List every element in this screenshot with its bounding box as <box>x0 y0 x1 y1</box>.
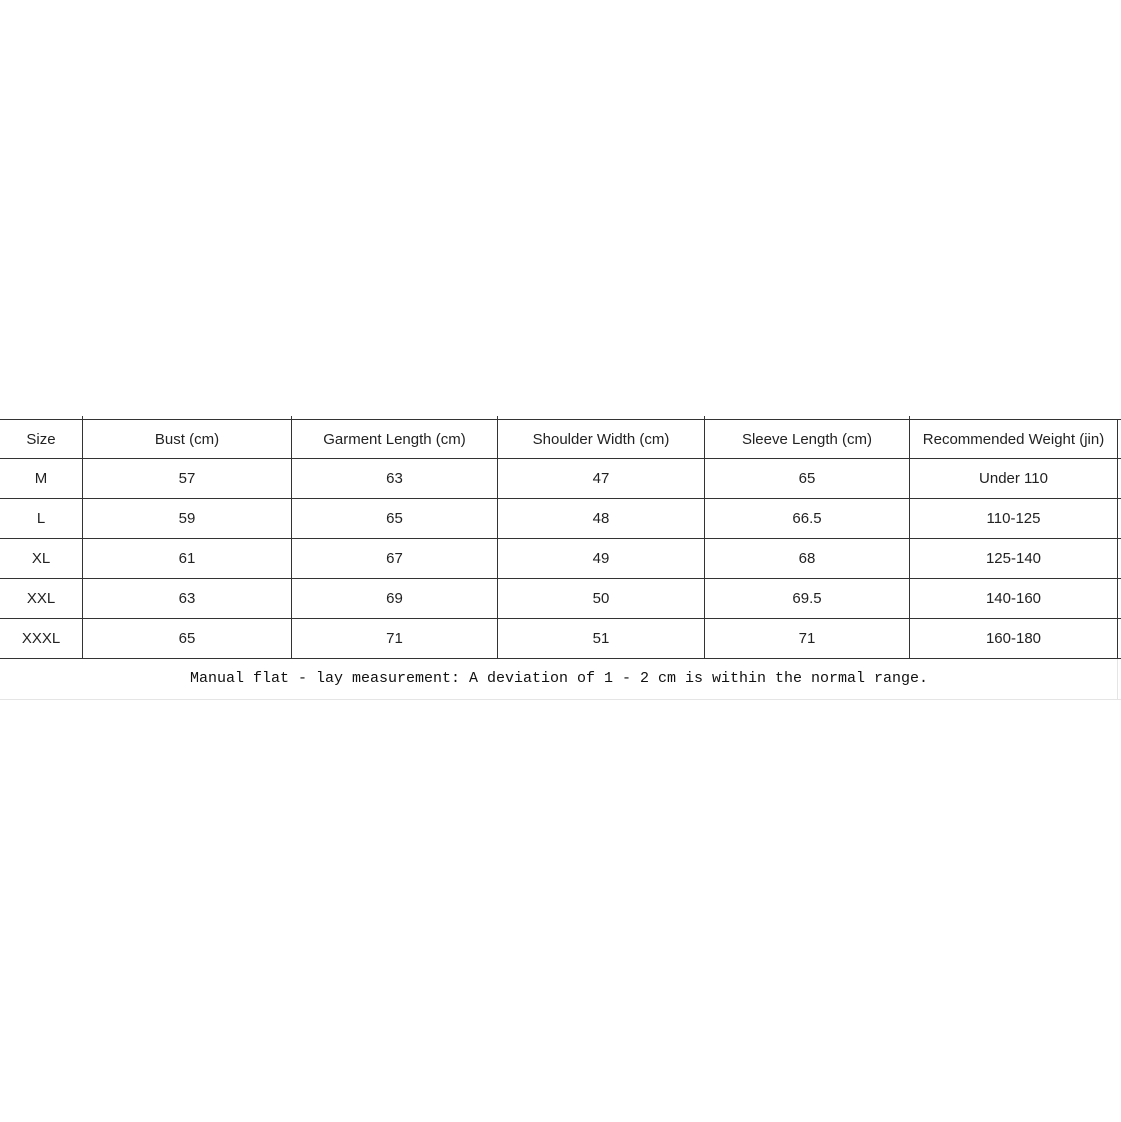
size-cell: L <box>0 499 83 539</box>
size-cell: XXXL <box>0 619 83 659</box>
recommended-weight-cell: 125-140 <box>910 539 1118 579</box>
bust-cell: 61 <box>83 539 292 579</box>
garment-length-cell: 69 <box>292 579 498 619</box>
size-cell: XXL <box>0 579 83 619</box>
note-band <box>0 659 1121 700</box>
sleeve-length-cell: 71 <box>705 619 910 659</box>
shoulder-width-cell: 48 <box>498 499 705 539</box>
shoulder-width-cell: 49 <box>498 539 705 579</box>
size-cell: XL <box>0 539 83 579</box>
column-header-bust: Bust (cm) <box>83 420 292 459</box>
column-header-recommended-weight: Recommended Weight (jin) <box>910 420 1118 459</box>
recommended-weight-cell: 140-160 <box>910 579 1118 619</box>
shoulder-width-cell: 51 <box>498 619 705 659</box>
recommended-weight-cell: Under 110 <box>910 459 1118 499</box>
recommended-weight-cell: 160-180 <box>910 619 1118 659</box>
column-header-size: Size <box>0 420 83 459</box>
shoulder-width-cell: 47 <box>498 459 705 499</box>
note-right-border <box>1117 659 1118 699</box>
bust-cell: 57 <box>83 459 292 499</box>
bust-cell: 59 <box>83 499 292 539</box>
garment-length-cell: 65 <box>292 499 498 539</box>
recommended-weight-cell: 110-125 <box>910 499 1118 539</box>
garment-length-cell: 71 <box>292 619 498 659</box>
measurement-note: Manual flat - lay measurement: A deviation of 1 - 2 cm is within the normal range. <box>189 670 929 687</box>
bust-cell: 65 <box>83 619 292 659</box>
sleeve-length-cell: 65 <box>705 459 910 499</box>
column-header-sleeve-length: Sleeve Length (cm) <box>705 420 910 459</box>
shoulder-width-cell: 50 <box>498 579 705 619</box>
sleeve-length-cell: 69.5 <box>705 579 910 619</box>
size-chart-table <box>0 419 1121 659</box>
sleeve-length-cell: 66.5 <box>705 499 910 539</box>
garment-length-cell: 67 <box>292 539 498 579</box>
column-header-shoulder-width: Shoulder Width (cm) <box>498 420 705 459</box>
garment-length-cell: 63 <box>292 459 498 499</box>
sleeve-length-cell: 68 <box>705 539 910 579</box>
column-header-garment-length: Garment Length (cm) <box>292 420 498 459</box>
bust-cell: 63 <box>83 579 292 619</box>
size-cell: M <box>0 459 83 499</box>
